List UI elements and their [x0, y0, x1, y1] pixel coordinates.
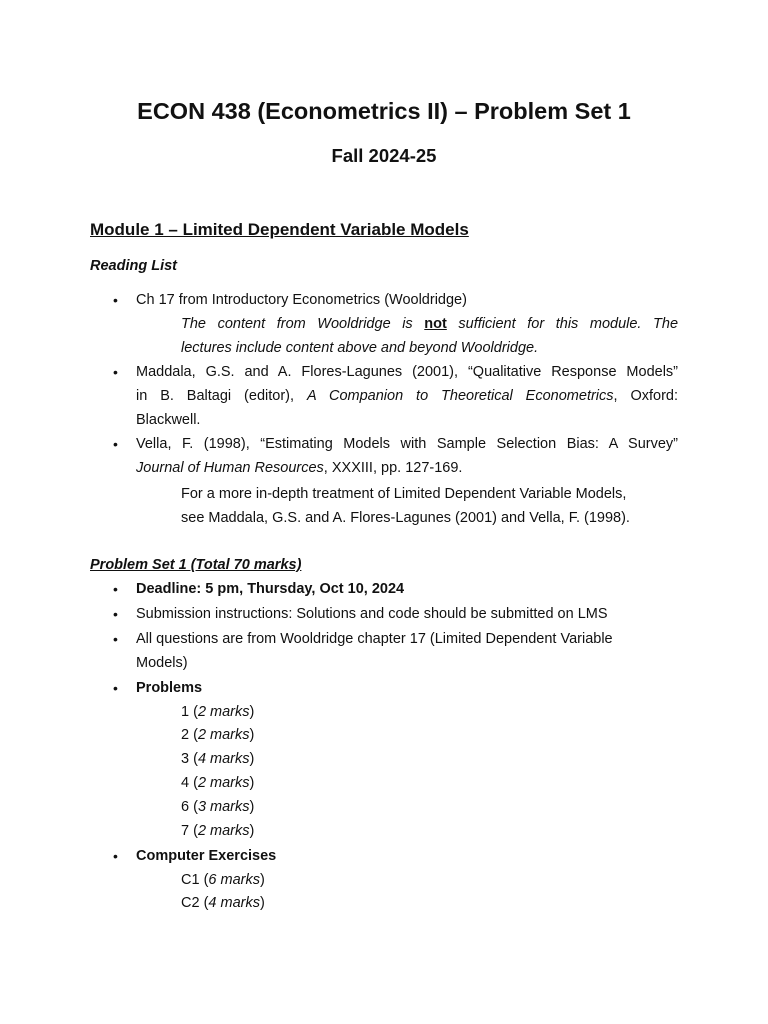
- bullet-icon: •: [113, 581, 118, 597]
- page-title: ECON 438 (Econometrics II) – Problem Set 1: [137, 98, 631, 124]
- bullet-icon: •: [113, 364, 118, 380]
- page-subtitle: Fall 2024-25: [331, 145, 437, 166]
- submission-text: Submission instructions: Solutions and code should be submitted on LMS: [136, 606, 608, 622]
- reading-item-3-line2: Journal of Human Resources, XXXIII, pp. 127-169.: [136, 460, 463, 476]
- bullet-icon: •: [113, 606, 118, 622]
- bullet-icon: •: [113, 848, 118, 864]
- reading-item-3: Vella, F. (1998), “Estimating Models with Sample Selection Bias: A Survey”: [136, 436, 678, 452]
- computer-exercises-label: Computer Exercises: [136, 848, 277, 864]
- bullet-icon: •: [113, 292, 118, 308]
- problems-label: Problems: [136, 680, 203, 696]
- reading-list-heading: Reading List: [90, 258, 178, 274]
- bullet-icon: •: [113, 436, 118, 452]
- module-heading: Module 1 – Limited Dependent Variable Models: [90, 220, 469, 239]
- problem-item: 3 (4 marks): [181, 751, 255, 767]
- reading-note-3-line2: see Maddala, G.S. and A. Flores-Lagunes (2001) and Vella, F. (1998).: [181, 510, 630, 526]
- deadline-text: Deadline: 5 pm, Thursday, Oct 10, 2024: [136, 581, 405, 597]
- computer-exercise-item: C1 (6 marks): [181, 872, 265, 888]
- reading-item-2-line2: in B. Baltagi (editor), A Companion to Theoretical Econometrics, Oxford:: [136, 388, 679, 404]
- computer-exercise-item: C2 (4 marks): [181, 895, 265, 911]
- bullet-icon: •: [113, 631, 118, 647]
- reading-note-3: For a more in-depth treatment of Limited Dependent Variable Models,: [181, 486, 627, 502]
- reading-item-1: Ch 17 from Introductory Econometrics (Wooldridge): [136, 292, 467, 308]
- problem-item: 6 (3 marks): [181, 799, 255, 815]
- reading-note-1-line2: lectures include content above and beyond Wooldridge.: [181, 340, 539, 356]
- bullet-icon: •: [113, 680, 118, 696]
- problem-item: 2 (2 marks): [181, 727, 255, 743]
- problem-set-heading: Problem Set 1 (Total 70 marks): [90, 557, 302, 573]
- reading-note-1: The content from Wooldridge is not sufficient for this module. The: [181, 316, 679, 332]
- questions-text: All questions are from Wooldridge chapter 17 (Limited Dependent Variable: [136, 631, 613, 647]
- reading-item-2-line3: Blackwell.: [136, 412, 201, 428]
- problem-item: 1 (2 marks): [181, 704, 255, 720]
- emphasis-not: not: [424, 316, 447, 332]
- questions-text-line2: Models): [136, 655, 188, 671]
- problem-item: 7 (2 marks): [181, 823, 255, 839]
- reading-item-2: Maddala, G.S. and A. Flores-Lagunes (2001), “Qualitative Response Models”: [136, 364, 678, 380]
- problem-item: 4 (2 marks): [181, 775, 255, 791]
